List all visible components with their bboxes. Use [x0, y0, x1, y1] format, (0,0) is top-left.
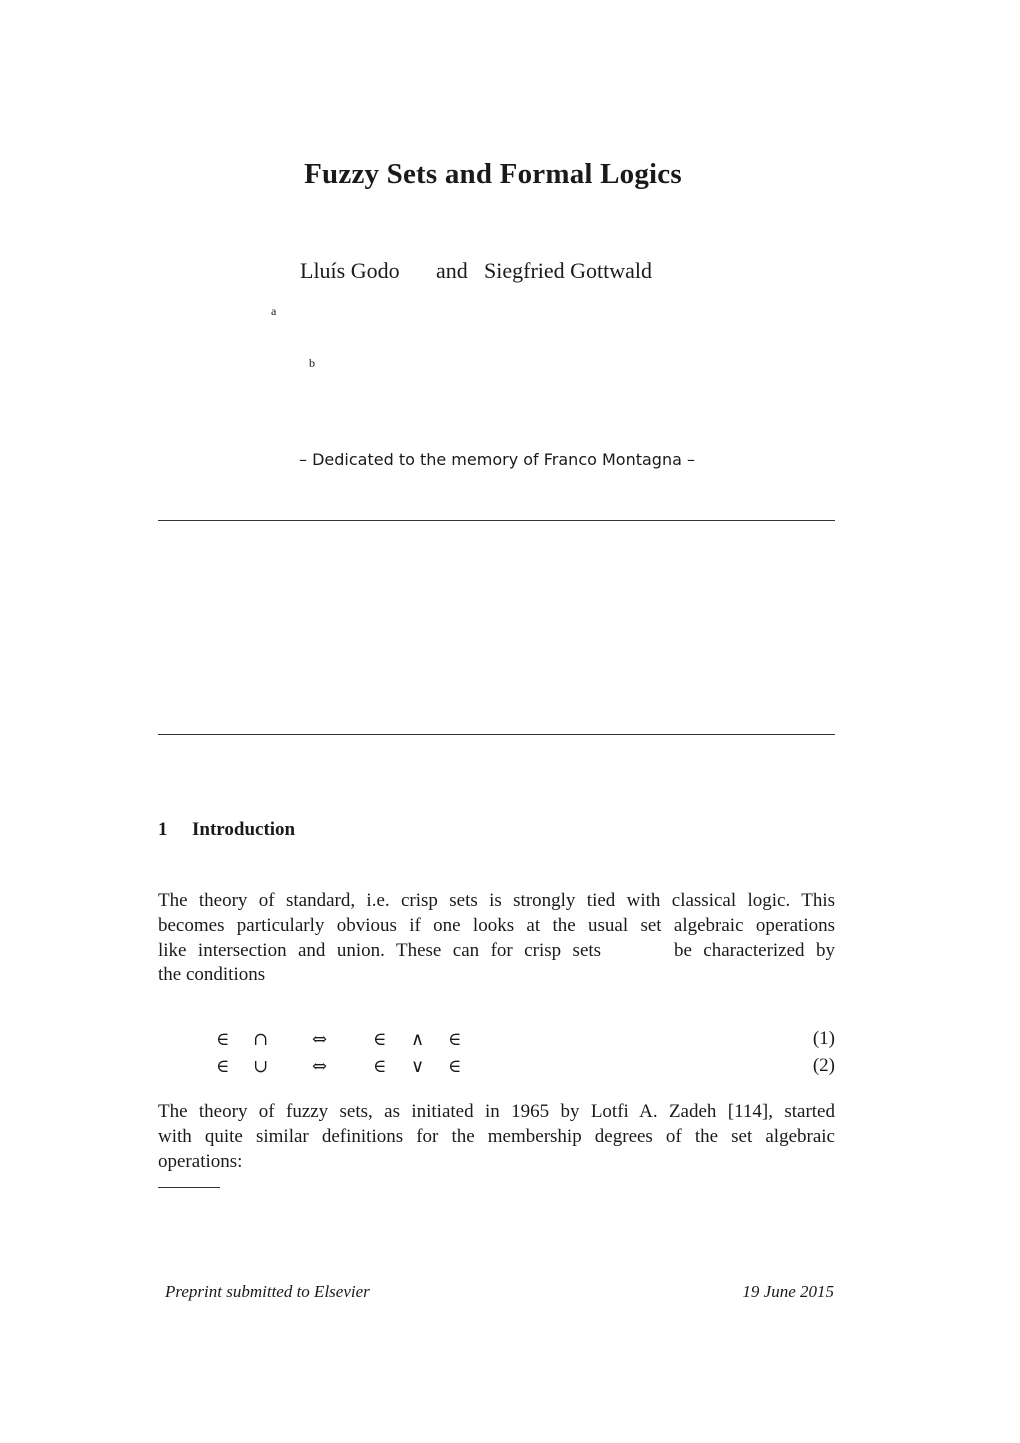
paragraph-line: the conditions: [158, 964, 266, 986]
section-title: Introduction: [192, 819, 296, 840]
author-gottwald: Siegfried Gottwald: [484, 258, 653, 283]
paragraph-line: with quite similar definitions for the membership degrees of the set algebraic: [158, 1125, 835, 1147]
paragraph-line: operations:: [158, 1150, 243, 1172]
abstract-rule-top: [158, 520, 835, 521]
element-of-symbol: ∈: [448, 1029, 462, 1050]
intersection-symbol: ∩: [253, 1029, 269, 1050]
equation-number: (2): [812, 1055, 835, 1076]
union-symbol: ∪: [253, 1056, 269, 1077]
element-of-symbol: ∈: [373, 1056, 387, 1077]
iff-symbol: ⇔: [312, 1029, 328, 1050]
element-of-symbol: ∈: [448, 1056, 462, 1077]
logical-and-symbol: ∧: [411, 1029, 425, 1050]
author-godo: Lluís Godo: [300, 258, 400, 283]
section-number: 1: [158, 819, 168, 840]
paragraph-line: The theory of standard, i.e. crisp sets is strongly tied with classical logic. This: [158, 890, 835, 911]
paragraph-line: becomes particularly obvious if one looks at the usual set algebraic operations: [158, 914, 835, 936]
iff-symbol: ⇔: [312, 1056, 328, 1077]
paragraph-line-part: like intersection and union. These can for crisp sets: [158, 939, 602, 961]
affiliation-marker-b: b: [309, 356, 315, 370]
dedication: – Dedicated to the memory of Franco Montagna –: [299, 450, 695, 469]
author-connector: and: [436, 258, 468, 283]
paragraph-fuzzy-sets: [158, 1100, 835, 1174]
affiliation-marker-a: a: [271, 304, 277, 318]
abstract-rule-bottom: [158, 734, 835, 735]
element-of-symbol: ∈: [216, 1056, 230, 1077]
equation-number: (1): [812, 1028, 835, 1049]
element-of-symbol: ∈: [216, 1029, 230, 1050]
paragraph-line: [158, 939, 835, 964]
element-of-symbol: ∈: [373, 1029, 387, 1050]
footer-preprint-note: Preprint submitted to Elsevier: [165, 1282, 370, 1301]
paragraph-line: The theory of fuzzy sets, as initiated in 1965 by Lotfi A. Zadeh [114], started: [158, 1101, 835, 1122]
section-heading-introduction: [158, 819, 295, 841]
paragraph-line-part: be characterized by: [673, 939, 835, 961]
footer-date: 19 June 2015: [742, 1282, 834, 1301]
footnote-rule: [158, 1187, 220, 1188]
logical-or-symbol: ∨: [411, 1056, 425, 1077]
paper-title: Fuzzy Sets and Formal Logics: [304, 158, 682, 190]
paragraph-crisp-sets: [158, 889, 835, 988]
